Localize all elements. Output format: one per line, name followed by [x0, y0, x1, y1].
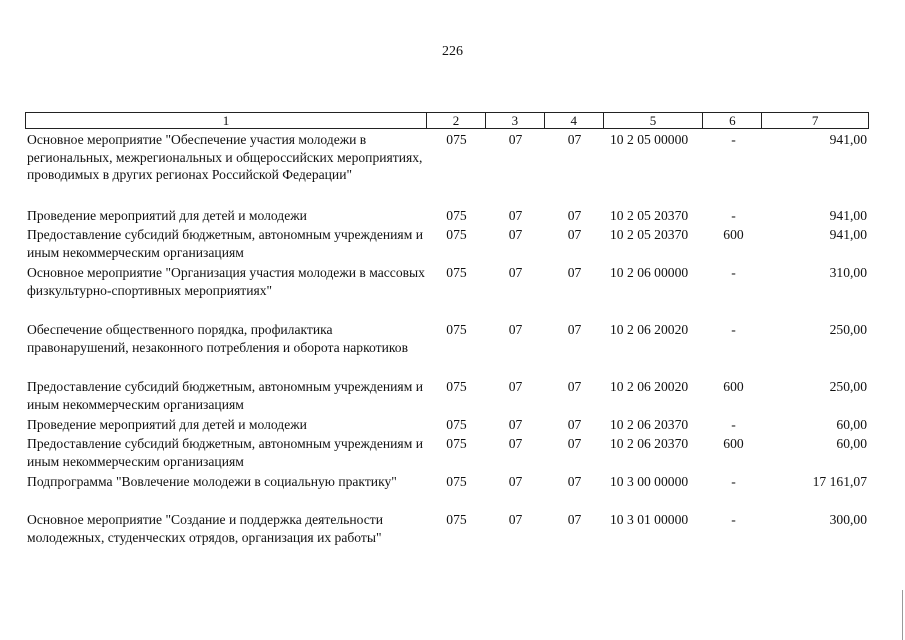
row-col-7: 310,00: [829, 265, 867, 280]
row-col-4: 07: [567, 265, 582, 280]
row-col-5: 10 2 06 20020: [610, 379, 689, 394]
row-col-6: -: [731, 322, 736, 337]
table-row: [25, 416, 869, 434]
row-col-2: 075: [446, 265, 467, 280]
row-col-4: 07: [567, 417, 582, 432]
row-col-6: 600: [723, 379, 744, 394]
row-col-2: 075: [446, 227, 467, 242]
row-col-5: 10 2 06 00000: [610, 265, 689, 280]
row-name: Проведение мероприятий для детей и молодежи: [27, 417, 307, 432]
row-col-5: 10 3 00 00000: [610, 474, 689, 489]
row-col-2: 075: [446, 417, 467, 432]
table-row: [25, 321, 869, 356]
table-row: [25, 207, 869, 225]
row-col-4: 07: [567, 132, 582, 147]
row-name: Основное мероприятие "Обеспечение участия молодежи в региональных, межрегиональных и общероссийских мероприятиях, проводимых в других регионах Российской Федерации": [27, 132, 423, 182]
row-col-2: 075: [446, 436, 467, 451]
row-name: Предоставление субсидий бюджетным, автономным учреждениям и иным некоммерческим организациям: [27, 379, 423, 412]
row-col-3: 07: [508, 436, 523, 451]
row-col-4: 07: [567, 474, 582, 489]
row-name: Предоставление субсидий бюджетным, автономным учреждениям и иным некоммерческим организациям: [27, 227, 423, 260]
row-name: Основное мероприятие "Создание и поддержка деятельности молодежных, студенческих отрядов, организация их работы": [27, 512, 384, 545]
row-col-3: 07: [508, 417, 523, 432]
header-col-7: 7: [811, 113, 819, 128]
row-col-7: 17 161,07: [812, 474, 867, 489]
row-col-2: 075: [446, 474, 467, 489]
row-col-4: 07: [567, 379, 582, 394]
table-row: [25, 473, 869, 491]
row-col-6: -: [731, 512, 736, 527]
row-col-3: 07: [508, 132, 523, 147]
row-col-2: 075: [446, 132, 467, 147]
table-row: [25, 264, 869, 299]
table-row: [25, 435, 869, 470]
table-row: [25, 378, 869, 413]
row-name: Обеспечение общественного порядка, профилактика правонарушений, незаконного потребления и оборота наркотиков: [27, 322, 408, 355]
row-col-4: 07: [567, 322, 582, 337]
table-row: [25, 131, 869, 184]
row-col-3: 07: [508, 379, 523, 394]
row-col-4: 07: [567, 436, 582, 451]
row-col-6: -: [731, 208, 736, 223]
row-col-3: 07: [508, 474, 523, 489]
row-col-5: 10 2 06 20020: [610, 322, 689, 337]
row-col-3: 07: [508, 227, 523, 242]
row-col-7: 60,00: [836, 417, 867, 432]
scan-edge-line: [902, 590, 903, 640]
row-col-5: 10 2 05 20370: [610, 227, 689, 242]
row-col-2: 075: [446, 512, 467, 527]
row-col-4: 07: [567, 208, 582, 223]
row-name: Проведение мероприятий для детей и молодежи: [27, 208, 307, 223]
row-col-2: 075: [446, 208, 467, 223]
row-col-7: 941,00: [829, 227, 867, 242]
row-col-7: 300,00: [829, 512, 867, 527]
row-col-2: 075: [446, 379, 467, 394]
header-col-2: 2: [427, 113, 486, 128]
header-col-6: 6: [703, 113, 762, 128]
row-col-5: 10 2 05 00000: [610, 132, 689, 147]
row-col-6: -: [731, 265, 736, 280]
table-header: [25, 112, 869, 129]
row-col-7: 941,00: [829, 208, 867, 223]
row-col-7: 60,00: [836, 436, 867, 451]
row-col-5: 10 3 01 00000: [610, 512, 689, 527]
row-col-7: 941,00: [829, 132, 867, 147]
row-col-3: 07: [508, 265, 523, 280]
row-col-5: 10 2 05 20370: [610, 208, 689, 223]
header-col-5: 5: [604, 113, 704, 128]
row-col-3: 07: [508, 322, 523, 337]
row-name: Основное мероприятие "Организация участия молодежи в массовых физкультурно-спортивных мероприятиях": [27, 265, 425, 298]
row-col-5: 10 2 06 20370: [610, 436, 689, 451]
header-col-1: 1: [26, 113, 427, 128]
row-col-5: 10 2 06 20370: [610, 417, 689, 432]
header-col-4: 4: [545, 113, 604, 128]
row-col-3: 07: [508, 208, 523, 223]
row-col-7: 250,00: [829, 379, 867, 394]
row-col-6: 600: [723, 227, 744, 242]
page-number: 226: [442, 44, 463, 59]
row-col-4: 07: [567, 512, 582, 527]
row-name: Подпрограмма "Вовлечение молодежи в социальную практику": [27, 474, 397, 489]
row-col-6: 600: [723, 436, 744, 451]
row-col-6: -: [731, 417, 736, 432]
table-row: [25, 226, 869, 261]
row-col-4: 07: [567, 227, 582, 242]
row-col-6: -: [731, 132, 736, 147]
row-col-6: -: [731, 474, 736, 489]
row-col-7: 250,00: [829, 322, 867, 337]
row-col-3: 07: [508, 512, 523, 527]
header-col-3: 3: [486, 113, 545, 128]
row-name: Предоставление субсидий бюджетным, автономным учреждениям и иным некоммерческим организациям: [27, 436, 423, 469]
table-row: [25, 511, 869, 546]
row-col-2: 075: [446, 322, 467, 337]
